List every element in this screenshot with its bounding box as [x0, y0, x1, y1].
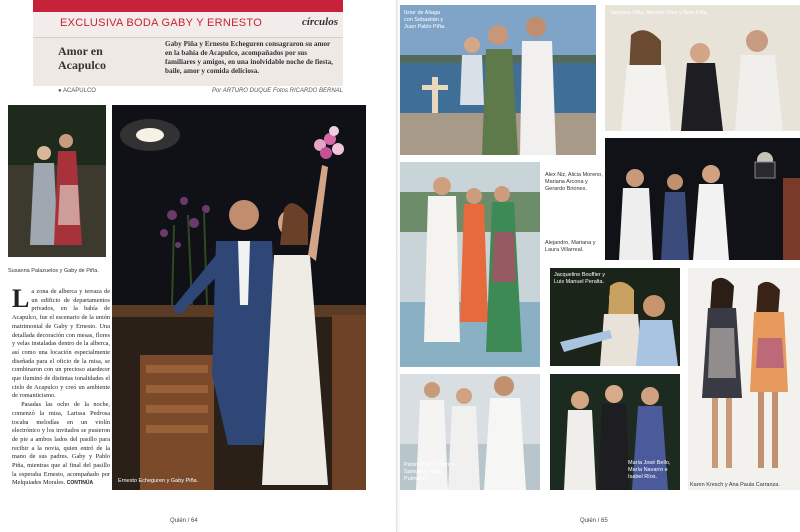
caption-8: Pablo Piña, Federico Samuel y Pablo Pulmanet. — [404, 462, 456, 482]
credit-line: Por ARTURO DUQUE Fotos RICARDO BERNAL — [211, 88, 343, 94]
location-pin-icon: ● — [58, 88, 63, 94]
photo-vanessa-montse-reis — [605, 5, 800, 131]
photo-dance-party — [605, 138, 800, 260]
body-text: La zona de alberca y terraza de un edificio de departamentos privados, en la bahía de Acapulco, fue el escenario de la unión matrimonial de Gaby y Ernesto. Una detallada decoración con mesas, flores y velas instaladas dentro de la alberca, así como una locación especialmente diseñada para el oficio de la misa, se combinaron con un precioso atardecer que iluminó de distintas tonalidades el cielo de Acapulco y creó un ambiente de romanticismo. Pasadas las ocho de la noche, comenzó la misa, Larissa Pedrosa tocaba melodías en un violín electrónico y los invitados se pusieron de pie a ambos lados del pasillo para recibir a la novia, quien entró de la mano de sus padres. Gaby y Pablo Piña, mientras que al final del pasillo la esperaba Ernesto, acompañado por Melquiades Morales. CONTINÚA — [12, 284, 111, 487]
photo-karen-ana-paula — [688, 268, 800, 490]
caption-6: Alejandro, Mariana y Laura Villarreal. — [545, 240, 596, 253]
folio-left: Quién / 64 — [170, 518, 198, 524]
caption-7: Jacqueline Bouffier y Luis Manuel Peralta. — [554, 272, 605, 285]
caption-4: Vanessa Piña, Montse Díaz y Reis Piña. — [610, 10, 709, 16]
photo-group-pool — [400, 162, 540, 367]
location-label: ● ACAPULCO — [58, 88, 96, 94]
caption-3: Itziar de Aliaga con Sebastián y Juan Pablo Piña. — [404, 10, 446, 30]
folio-right: Quién / 65 — [580, 518, 608, 524]
photo-couple-night — [112, 105, 366, 490]
dropcap: L — [12, 284, 30, 313]
article-deck: Gaby Piña y Ernesto Echeguren consagraron su amor en la bahía de Acapulco, acompañados por sus familiares y amigos, en una inolvidable noche de fiesta, baile, amor y comida deliciosa. — [165, 40, 333, 75]
caption-5: Alex Niz, Alicia Moreno, Mariana Arcona y Gerardo Briones. — [545, 172, 603, 192]
continua-label: CONTINÚA — [66, 480, 94, 487]
caption-9: María José Bello, María Navarro e Isabel Ríos. — [628, 460, 671, 480]
right-page — [400, 0, 800, 532]
headline: Amor en Acapulco — [58, 44, 106, 72]
caption-1: Susanna Palazuelos y Gaby de Piña. — [8, 268, 99, 274]
caption-10: Karen Kresch y Ana Paula Carranza. — [690, 482, 780, 488]
photo-susanna-gaby — [8, 105, 106, 257]
caption-2: Ernesto Echeguren y Gaby Piña. — [118, 478, 199, 484]
header-accent-bar — [33, 0, 343, 12]
section-title: EXCLUSIVA BODA GABY Y ERNESTO — [60, 17, 263, 29]
byline — [58, 88, 343, 98]
section-tag: círculos — [301, 16, 338, 28]
left-page — [0, 0, 398, 532]
